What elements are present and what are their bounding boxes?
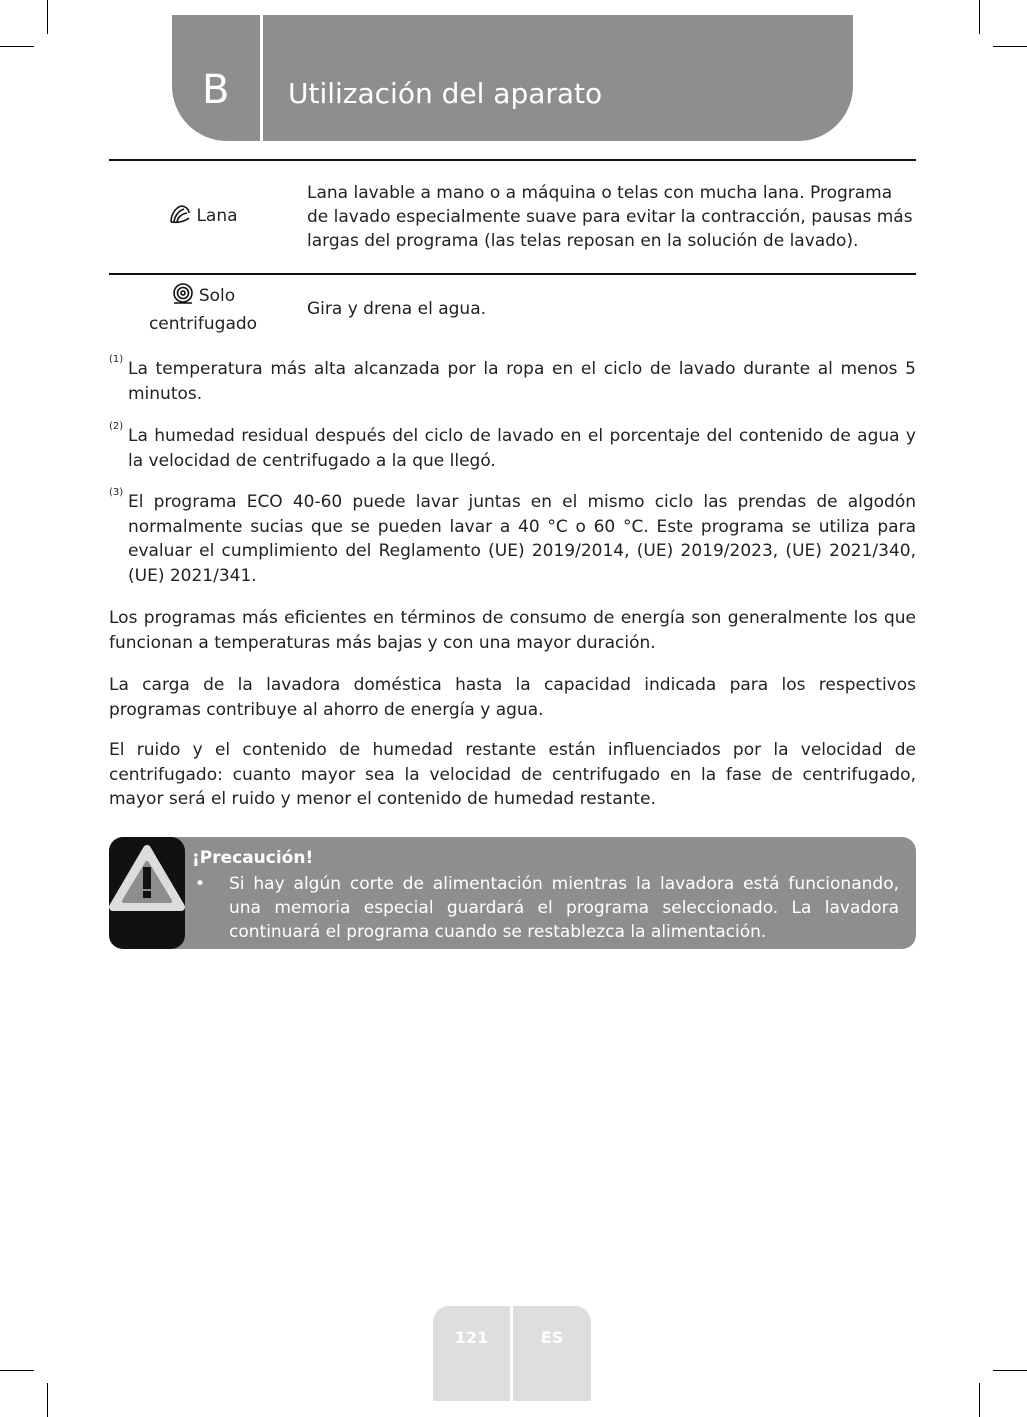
- body-paragraph: Los programas más eficientes en términos de consumo de energía son generalmente los que funcionan a temperaturas más bajas y con una mayor duración.: [109, 608, 916, 653]
- table-row: [109, 273, 916, 343]
- footnote-text: El programa ECO 40-60 puede lavar juntas en el mismo ciclo las prendas de algodón normalmente sucias que se pueden lavar a 40 °C o 60 °C. Este programa se utiliza para evaluar el cumplimiento del Reglamento (UE) 2019/2014, (UE) 2019/2023, (UE) 2021/340, (UE) 2021/341.: [128, 492, 916, 586]
- footnote-text: La humedad residual después del ciclo de lavado en el porcentaje del contenido de agua y la velocidad de centrifugado a la que llegó.: [128, 426, 916, 471]
- spin-icon: [171, 283, 195, 312]
- footnote: [109, 354, 916, 406]
- program-name: Lana: [196, 205, 238, 226]
- crop-mark: [993, 46, 1027, 47]
- footnote-marker: (1): [109, 354, 124, 365]
- crop-mark: [0, 1370, 34, 1371]
- crop-mark: [993, 1370, 1027, 1371]
- program-name: Solo: [198, 285, 236, 306]
- program-name-cell: [109, 161, 297, 273]
- crop-mark: [979, 0, 980, 34]
- section-letter: B: [202, 67, 230, 113]
- program-name-continued: centrifugado: [148, 313, 258, 334]
- page-number: 121: [433, 1306, 510, 1401]
- caution-text: Si hay algún corte de alimentación mientras la lavadora está funcionando, una memoria especial guardará el programa seleccionado. La lavadora continuará el programa cuando se restablezca la alimentación.: [229, 874, 899, 942]
- body-paragraph: El ruido y el contenido de humedad restante están influenciados por la velocidad de centrifugado: cuanto mayor sea la velocidad de centrifugado en la fase de centrifugado, mayor será el ruido y menor el contenido de humedad restante.: [109, 740, 916, 809]
- caution-icon-panel: [109, 837, 185, 949]
- crop-mark: [47, 0, 48, 34]
- footnote-marker: (3): [109, 487, 124, 498]
- program-table: [109, 159, 916, 343]
- header-divider: [260, 15, 263, 141]
- table-row: [109, 159, 916, 273]
- caution-title: ¡Precaución!: [192, 848, 314, 868]
- program-description: Gira y drena el agua.: [307, 299, 487, 319]
- footnote: [109, 421, 916, 473]
- program-description-cell: [307, 275, 916, 343]
- crop-mark: [47, 1383, 48, 1417]
- program-description-cell: [307, 161, 916, 273]
- program-name-cell: [109, 275, 297, 343]
- language-tab: ES: [513, 1306, 591, 1401]
- body-paragraph: La carga de la lavadora doméstica hasta la capacidad indicada para los respectivos programas contribuye al ahorro de energía y agua.: [109, 675, 916, 720]
- warning-icon: [109, 837, 185, 949]
- caution-box: [109, 837, 916, 949]
- section-header: [172, 15, 853, 141]
- bullet-icon: •: [195, 874, 206, 894]
- wool-icon: [168, 203, 192, 232]
- crop-mark: [979, 1383, 980, 1417]
- program-description: Lana lavable a mano o a máquina o telas con mucha lana. Programa de lavado especialmente suave para evitar la contracción, pausas más largas del programa (las telas reposan en la solución de lavado).: [307, 183, 913, 251]
- footnote-marker: (2): [109, 421, 124, 432]
- page-title: Utilización del aparato: [288, 77, 603, 110]
- crop-mark: [0, 46, 34, 47]
- footnote-text: La temperatura más alta alcanzada por la ropa en el ciclo de lavado durante al menos 5 minutos.: [128, 359, 916, 404]
- footnote: [109, 487, 916, 588]
